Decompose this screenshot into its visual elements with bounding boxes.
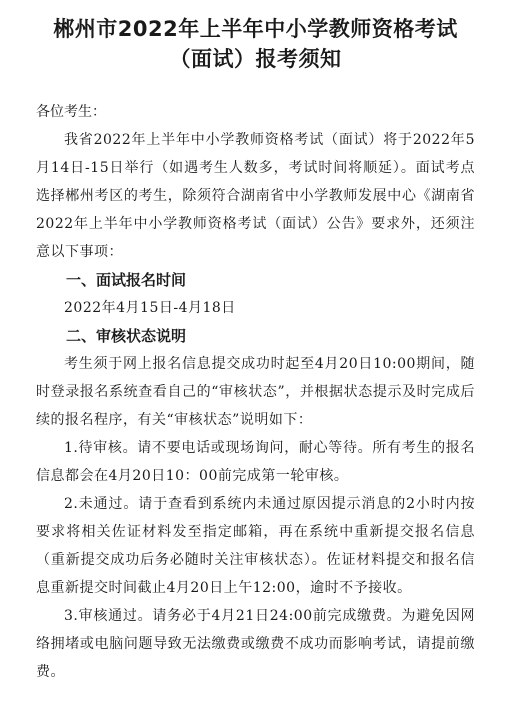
status-item-approved: 3.审核通过。请务必于4月21日24:00前完成缴费。为避免因网络拥堵或电脑问题导致无法缴费或缴费不成功而影响考试，请提前缴费。 <box>36 608 475 680</box>
status-item-rejected: 2.未通过。请于查看到系统内未通过原因提示消息的2小时内按要求将相关佐证材料发至指定邮箱，再在系统中重新提交报名信息（重新提交成功后务必随时关注审核状态）。佐证材料提交和报名信息重新提交时间截止4月20日上午12:00，逾时不予接收。 <box>36 496 475 596</box>
section-1-heading: 一、面试报名时间 <box>66 271 187 289</box>
section-2-intro: 考生须于网上报名信息提交成功时起至4月20日10:00期间，随时登录报名系统查看自己的“审核状态”，并根据状态提示及时完成后续的报名程序，有关“审核状态”说明如下： <box>36 356 475 428</box>
title-line-2: （面试）报考须知 <box>169 47 342 71</box>
intro-paragraph: 我省2022年上半年中小学教师资格考试（面试）将于2022年5月14日-15日举行（如遇考生人数多，考试时间将顺延）。面试考点选择郴州考区的考生，除须符合湖南省中小学教师发展中心《湖南省2022年上半年中小学教师资格考试（面试）公告》要求外，还须注意以下事项： <box>36 132 475 260</box>
document-title <box>36 14 475 74</box>
section-2-heading: 二、审核状态说明 <box>66 327 187 345</box>
salutation: 各位考生： <box>36 104 106 120</box>
title-line-1: 郴州市2022年上半年中小学教师资格考试 <box>53 17 458 41</box>
section-1-text: 2022年4月15日-4月18日 <box>64 300 236 316</box>
status-item-pending: 1.待审核。请不要电话或现场询问，耐心等待。所有考生的报名信息都会在4月20日10：00前完成第一轮审核。 <box>36 440 475 484</box>
